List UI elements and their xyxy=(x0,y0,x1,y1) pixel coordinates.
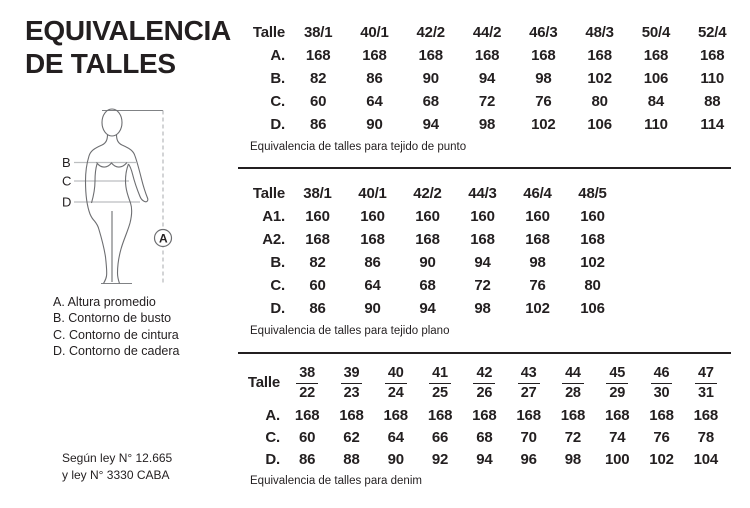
value-cell: 102 xyxy=(649,450,674,468)
value-cell: 86 xyxy=(364,254,381,271)
row-label: A. xyxy=(270,47,285,64)
value-cell: 110 xyxy=(700,70,725,87)
value-cell: 168 xyxy=(418,47,443,64)
value-cell: 76 xyxy=(529,277,546,294)
value-cell: 76 xyxy=(535,93,552,110)
table-row xyxy=(237,113,740,136)
column-header xyxy=(684,364,728,400)
value-cell: 168 xyxy=(643,47,669,64)
column-header: 40/1 xyxy=(358,185,387,202)
fraction-numerator: 44 xyxy=(562,366,584,384)
value-cell: 98 xyxy=(478,116,496,133)
value-cell: 74 xyxy=(609,428,626,446)
fraction-numerator: 40 xyxy=(385,366,407,384)
value-cell: 98 xyxy=(564,450,582,468)
row-label: D. xyxy=(265,450,280,468)
value-cell: 80 xyxy=(584,277,601,294)
value-cell: 168 xyxy=(700,47,725,64)
value-cell: 168 xyxy=(531,47,556,64)
value-cell: 168 xyxy=(516,406,541,424)
table-header-row xyxy=(237,182,620,205)
value-cell: 82 xyxy=(309,254,326,271)
column-header xyxy=(329,364,373,400)
measurement-legend xyxy=(53,294,179,360)
figure-bust-curve xyxy=(97,163,128,168)
value-cell: 68 xyxy=(476,428,493,446)
size-fraction xyxy=(651,366,673,400)
value-cell: 106 xyxy=(580,300,605,317)
value-cell: 94 xyxy=(419,300,436,317)
value-cell: 90 xyxy=(419,254,436,271)
law-note xyxy=(62,450,172,484)
table-caption: Equivalencia de talles para tejido de punto xyxy=(250,141,467,153)
column-header xyxy=(506,364,550,400)
page-title-line1: EQUIVALENCIA xyxy=(25,15,231,46)
row-label: A2. xyxy=(262,231,285,248)
value-cell: 60 xyxy=(310,93,327,110)
legend-item: D. Contorno de cadera xyxy=(53,344,180,359)
separator-line-1 xyxy=(238,167,731,169)
fraction-numerator: 47 xyxy=(695,366,717,384)
value-cell: 90 xyxy=(387,450,404,468)
table-tejido-plano xyxy=(237,182,620,337)
value-cell: 160 xyxy=(470,208,495,225)
value-cell: 168 xyxy=(383,406,408,424)
table-row xyxy=(237,448,728,470)
size-fraction xyxy=(341,366,363,400)
value-cell: 168 xyxy=(470,231,495,248)
value-cell: 102 xyxy=(587,70,612,87)
value-cell: 100 xyxy=(605,450,630,468)
table-row xyxy=(237,205,620,228)
value-cell: 88 xyxy=(343,450,360,468)
size-fraction xyxy=(473,366,495,400)
table-row xyxy=(237,90,740,113)
value-cell: 94 xyxy=(476,450,493,468)
size-fraction xyxy=(518,366,540,400)
value-cell: 114 xyxy=(700,116,725,133)
value-cell: 160 xyxy=(525,208,550,225)
value-cell: 86 xyxy=(299,450,316,468)
value-cell: 98 xyxy=(535,70,552,87)
fraction-denominator: 28 xyxy=(565,384,581,401)
fraction-denominator: 23 xyxy=(343,384,360,401)
figure-head xyxy=(102,109,122,136)
table-header-row xyxy=(237,362,728,404)
table-header-row xyxy=(237,21,740,44)
legend-item: B. Contorno de busto xyxy=(53,311,172,326)
row-label: A. xyxy=(265,406,280,424)
size-fraction xyxy=(429,366,451,400)
column-header: 52/4 xyxy=(698,24,727,41)
value-cell: 70 xyxy=(520,428,537,446)
column-header: 42/2 xyxy=(416,24,445,41)
bust-label: B xyxy=(62,155,71,170)
value-cell: 72 xyxy=(478,93,496,110)
table-denim xyxy=(237,362,728,487)
fraction-numerator: 45 xyxy=(606,366,628,384)
separator-line-2 xyxy=(238,352,731,354)
table-caption: Equivalencia de talles para denim xyxy=(250,475,422,487)
table-row xyxy=(237,228,620,251)
size-fraction xyxy=(562,366,584,400)
column-header: 48/5 xyxy=(578,185,607,202)
value-cell: 68 xyxy=(422,93,439,110)
value-cell: 168 xyxy=(360,231,385,248)
value-cell: 168 xyxy=(415,231,440,248)
value-cell: 106 xyxy=(643,70,669,87)
row-label: C. xyxy=(265,428,280,446)
value-cell: 80 xyxy=(591,93,608,110)
figure-right-side-arm xyxy=(117,135,148,202)
table-header-label: Talle xyxy=(252,24,285,41)
figure-right-body xyxy=(118,164,132,284)
fraction-denominator: 25 xyxy=(432,384,448,401)
size-fraction xyxy=(385,366,407,400)
column-header: 38/1 xyxy=(303,24,333,41)
value-cell: 168 xyxy=(305,47,331,64)
value-cell: 72 xyxy=(564,428,582,446)
figure-outline xyxy=(86,109,148,284)
value-cell: 96 xyxy=(520,450,537,468)
value-cell: 60 xyxy=(299,428,316,446)
table-row xyxy=(237,297,620,320)
value-cell: 68 xyxy=(419,277,436,294)
value-cell: 62 xyxy=(343,428,360,446)
value-cell: 64 xyxy=(364,277,381,294)
column-header xyxy=(639,364,683,400)
value-cell: 168 xyxy=(294,406,320,424)
table-tejido-de-punto xyxy=(237,21,740,153)
value-cell: 66 xyxy=(431,428,449,446)
row-label: B. xyxy=(270,254,285,271)
size-fraction xyxy=(695,366,717,400)
fraction-numerator: 38 xyxy=(296,366,318,384)
value-cell: 168 xyxy=(693,406,719,424)
fraction-numerator: 39 xyxy=(341,366,363,384)
value-cell: 102 xyxy=(525,300,550,317)
value-cell: 102 xyxy=(580,254,605,271)
table-row xyxy=(237,404,728,426)
legend-item: A. Altura promedio xyxy=(53,295,156,309)
figure-left-inner xyxy=(92,164,98,203)
value-cell: 72 xyxy=(474,277,491,294)
value-cell: 168 xyxy=(474,47,500,64)
size-fraction xyxy=(606,366,628,400)
law-note-line2: y ley N° 3330 CABA xyxy=(62,468,170,482)
column-header xyxy=(285,364,329,400)
table-caption: Equivalencia de talles para tejido plano xyxy=(250,325,450,337)
value-cell: 160 xyxy=(415,208,440,225)
table-header-label: Talle xyxy=(252,185,285,202)
value-cell: 86 xyxy=(309,300,326,317)
table-header-label: Talle xyxy=(247,373,280,391)
value-cell: 82 xyxy=(310,70,327,87)
row-label: C. xyxy=(270,93,285,110)
table-row xyxy=(237,426,728,448)
value-cell: 92 xyxy=(431,450,449,468)
value-cell: 94 xyxy=(474,254,491,271)
body-measurement-diagram xyxy=(45,103,185,298)
fraction-denominator: 26 xyxy=(476,384,493,401)
value-cell: 160 xyxy=(360,208,385,225)
value-cell: 168 xyxy=(305,231,330,248)
page-title-line2: DE TALLES xyxy=(25,48,176,79)
value-cell: 110 xyxy=(644,116,668,133)
column-header: 40/1 xyxy=(360,24,389,41)
value-cell: 168 xyxy=(525,231,550,248)
size-fraction xyxy=(296,366,318,400)
value-cell: 168 xyxy=(587,47,612,64)
column-header: 50/4 xyxy=(641,24,671,41)
value-cell: 168 xyxy=(339,406,364,424)
column-header xyxy=(374,364,418,400)
fraction-denominator: 27 xyxy=(520,384,537,401)
law-note-line1: Según ley N° 12.665 xyxy=(62,451,173,465)
fraction-denominator: 24 xyxy=(387,384,404,401)
value-cell: 86 xyxy=(366,70,383,87)
value-cell: 78 xyxy=(697,428,714,446)
value-cell: 160 xyxy=(305,208,330,225)
table-row xyxy=(237,67,740,90)
column-header: 48/3 xyxy=(585,24,614,41)
column-header: 38/1 xyxy=(303,185,332,202)
value-cell: 88 xyxy=(704,93,721,110)
hip-label: D xyxy=(62,194,72,210)
row-label: D. xyxy=(270,116,285,133)
value-cell: 168 xyxy=(580,231,605,248)
fraction-denominator: 22 xyxy=(299,384,316,401)
column-header xyxy=(418,364,462,400)
value-cell: 106 xyxy=(587,116,612,133)
value-cell: 168 xyxy=(560,406,586,424)
column-header: 46/3 xyxy=(529,24,558,41)
row-label: C. xyxy=(270,277,285,294)
column-header: 44/3 xyxy=(468,185,497,202)
value-cell: 98 xyxy=(529,254,546,271)
fraction-numerator: 41 xyxy=(429,366,451,384)
value-cell: 102 xyxy=(531,116,556,133)
value-cell: 168 xyxy=(649,406,674,424)
value-cell: 76 xyxy=(653,428,670,446)
value-cell: 86 xyxy=(310,116,327,133)
row-label: D. xyxy=(270,300,285,317)
value-cell: 98 xyxy=(474,300,491,317)
row-label: B. xyxy=(270,70,285,87)
value-cell: 90 xyxy=(364,300,381,317)
value-cell: 90 xyxy=(366,116,383,133)
fraction-numerator: 43 xyxy=(518,366,540,384)
column-header xyxy=(462,364,506,400)
value-cell: 94 xyxy=(478,70,496,87)
value-cell: 60 xyxy=(309,277,326,294)
fraction-denominator: 30 xyxy=(653,384,670,401)
value-cell: 168 xyxy=(362,47,387,64)
legend-item: C. Contorno de cintura xyxy=(53,327,179,342)
figure-left-side xyxy=(86,135,108,284)
table-row xyxy=(237,274,620,297)
value-cell: 84 xyxy=(647,93,665,110)
value-cell: 168 xyxy=(472,406,497,424)
value-cell: 90 xyxy=(422,70,439,87)
column-header: 44/2 xyxy=(472,24,502,41)
waist-label: C xyxy=(62,173,72,189)
value-cell: 64 xyxy=(387,428,404,446)
value-cell: 160 xyxy=(580,208,605,225)
column-header: 46/4 xyxy=(523,185,552,202)
page-title xyxy=(25,14,231,80)
column-header xyxy=(595,364,639,400)
table-row xyxy=(237,251,620,274)
value-cell: 94 xyxy=(422,116,439,133)
column-header xyxy=(551,364,595,400)
fraction-denominator: 31 xyxy=(697,384,714,401)
height-label: A xyxy=(159,231,168,246)
value-cell: 104 xyxy=(693,450,719,468)
value-cell: 168 xyxy=(427,406,453,424)
column-header: 42/2 xyxy=(413,185,442,202)
fraction-numerator: 46 xyxy=(651,366,673,384)
table-row xyxy=(237,44,740,67)
row-label: A1. xyxy=(262,208,285,225)
value-cell: 168 xyxy=(605,406,630,424)
fraction-denominator: 29 xyxy=(609,384,626,401)
value-cell: 64 xyxy=(366,93,383,110)
fraction-numerator: 42 xyxy=(473,366,495,384)
